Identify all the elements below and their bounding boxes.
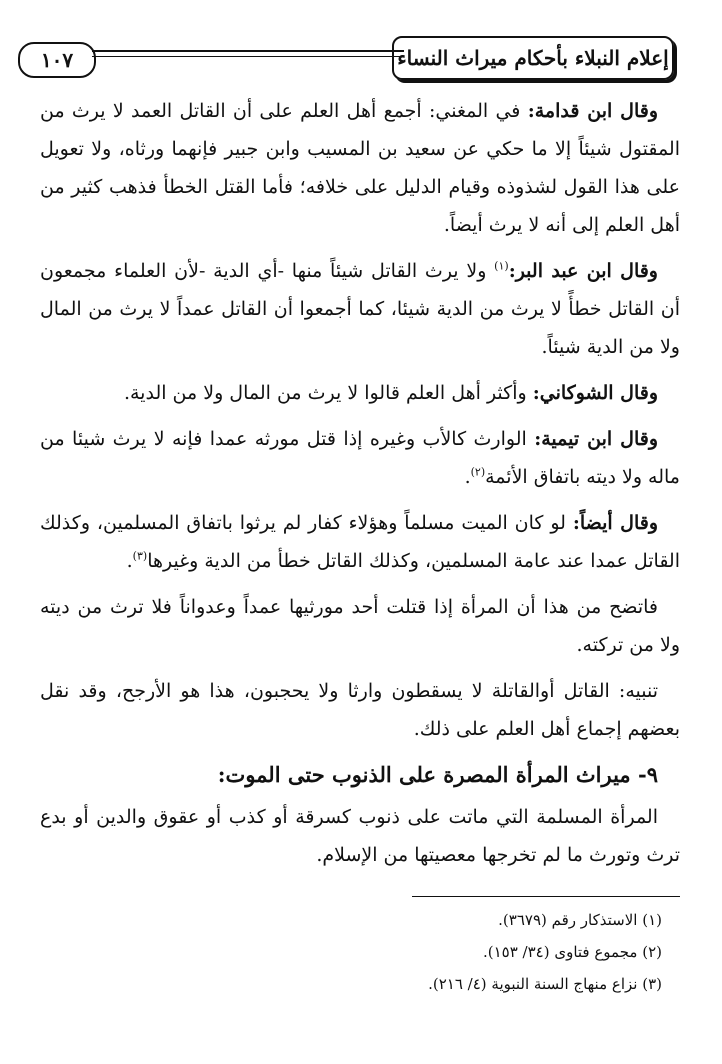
section-paragraph [40,798,680,874]
paragraph-ibn-qudama [40,92,680,244]
paragraph-text: في المغني: أجمع أهل العلم على أن القاتل العمد لا يرث من المقتول شيئاً إلا ما حكي عن سعيد بن المسيب وابن جبير فإنهما ورثاه، ولا تعويل على هذا القول لشذوذه وقيام الدليل على خلافه؛ فأما القتل الخطأ فذهب كثير من أهل العلم إلى أنه لا يرث أيضاً. [40,100,680,236]
paragraph-conclusion [40,588,680,664]
paragraph-text: الوارث كالأب وغيره إذا قتل مورثه عمدا فإنه لا يرث شيئا من ماله ولا ديته باتفاق الأئمة [40,428,680,488]
page-number: ١٠٧ [18,42,96,78]
paragraph-text: لو كان الميت مسلماً وهؤلاء كفار لم يرثوا باتفاق المسلمين، وكذلك القاتل عمدا عند عامة المسلمين، وكذلك القاتل خطأ من الدية وغيرها [40,512,680,572]
paragraph-tail: . [464,466,471,488]
paragraph-lead: وقال أيضاً: [572,512,658,534]
main-text [40,92,680,882]
paragraph-text: ولا يرث القاتل شيئاً منها -أي الدية -لأن العلماء مجمعون أن القاتل خطأً لا يرث من الدية شيئا، كما أجمعوا أن القاتل عمداً لا يرث من المال ولا من الدية شيئاً. [40,260,680,358]
paragraph-text: تنبيه: القاتل أوالقاتلة لا يسقطون وارثا ولا يحجبون، هذا هو الأرجح، وقد نقل بعضهم إجماع أهل العلم على ذلك. [40,680,680,740]
footnote-divider [412,896,680,897]
paragraph-lead: وقال الشوكاني: [532,382,658,404]
paragraph-text: فاتضح من هذا أن المرأة إذا قتلت أحد مورثيها عمداً وعدواناً فلا ترث من ديته ولا من تركته. [40,596,680,656]
footnote-ref: (١) [494,259,509,273]
footnotes [262,904,680,1000]
paragraph-lead: وقال ابن عبد البر: [508,260,658,282]
footnote-ref: (٣) [132,549,148,563]
paragraph-note [40,672,680,748]
paragraph-text: المرأة المسلمة التي ماتت على ذنوب كسرقة أو كذب أو عقوق والدين أو بدع ترث وتورث ما لم تخرجها معصيتها من الإسلام. [40,806,680,866]
paragraph-ibn-taymiyya [40,420,680,496]
paragraph-lead: وقال ابن تيمية: [534,428,658,450]
footnote-item: (٢) مجموع فتاوى (٣٤/ ١٥٣). [482,943,662,961]
paragraph-tail: . [126,550,133,572]
paragraph-ibn-abd-albarr [40,252,680,366]
header-divider [92,50,404,57]
paragraph-also [40,504,680,580]
section-heading: ٩- ميراث المرأة المصرة على الذنوب حتى الموت: [217,762,658,787]
footnote-ref: (٢) [470,465,486,479]
footnote-item: (٣) نزاع منهاج السنة النبوية (٤/ ٢١٦). [428,975,662,993]
paragraph-text: وأكثر أهل العلم قالوا لا يرث من المال ولا من الدية. [123,382,533,404]
page-header [18,36,674,80]
paragraph-shawkani [40,374,680,412]
paragraph-lead: وقال ابن قدامة: [527,100,659,122]
footnote-item: (١) الاستذكار رقم (٣٦٧٩). [498,911,662,929]
running-title: إعلام النبلاء بأحكام ميراث النساء [392,36,674,80]
